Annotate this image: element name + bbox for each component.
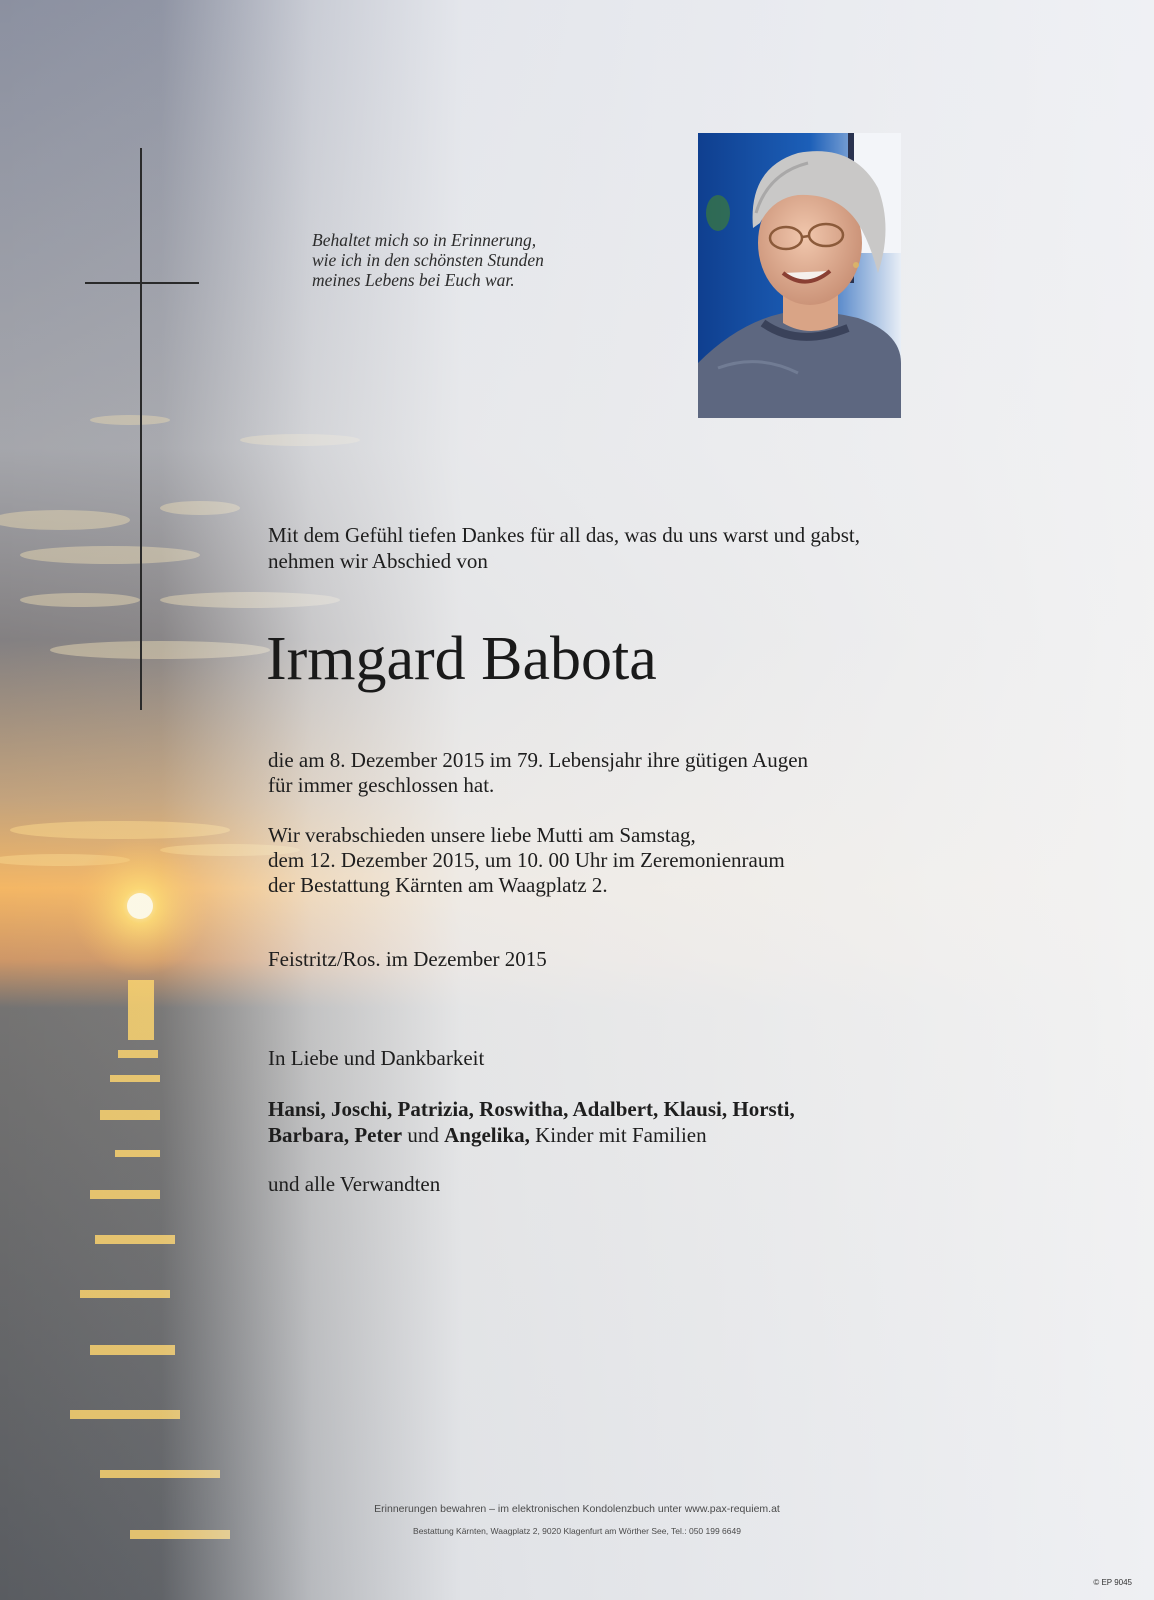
footer-address-line: Bestattung Kärnten, Waagplatz 2, 9020 Klagenfurt am Wörther See, Tel.: 050 199 6649 (413, 1526, 741, 1536)
place-date: Feistritz/Ros. im Dezember 2015 (268, 947, 547, 971)
ceremony-line: der Bestattung Kärnten am Waagplatz 2. (268, 873, 608, 897)
family-names-bold-a: Barbara, Peter (268, 1123, 403, 1147)
ceremony-line: Wir verabschieden unsere liebe Mutti am Samstag, (268, 823, 696, 847)
intro-line: nehmen wir Abschied von (268, 549, 488, 573)
ceremony-line: dem 12. Dezember 2015, um 10. 00 Uhr im Zeremonienraum (268, 848, 785, 872)
family-names-bold-b: Angelika, (444, 1123, 530, 1147)
passing-line: für immer geschlossen hat. (268, 773, 495, 797)
deceased-name: Irmgard Babota (266, 625, 657, 693)
footer-condolence-line: Erinnerungen bewahren – im elektronischen Kondolenzbuch unter www.pax-requiem.at (374, 1503, 780, 1515)
intro-text (268, 522, 860, 574)
passing-text (268, 748, 808, 798)
print-code: © EP 9045 (1093, 1578, 1132, 1587)
relatives-text: und alle Verwandten (268, 1172, 441, 1196)
family-text-plain-a: und (402, 1123, 445, 1147)
family-names (268, 1096, 795, 1148)
cross-icon-bar (85, 282, 199, 284)
portrait-image (698, 133, 901, 418)
quote-line: wie ich in den schönsten Stunden (312, 250, 544, 270)
closing-text: In Liebe und Dankbarkeit (268, 1046, 485, 1070)
quote-line: meines Lebens bei Euch war. (312, 270, 515, 290)
family-line-1: Hansi, Joschi, Patrizia, Roswitha, Adalbert, Klausi, Horsti, (268, 1097, 795, 1121)
ceremony-text (268, 823, 785, 898)
cross-icon (140, 148, 142, 710)
family-text-plain-b: Kinder mit Familien (529, 1123, 707, 1147)
passing-line: die am 8. Dezember 2015 im 79. Lebensjahr ihre gütigen Augen (268, 748, 809, 772)
intro-line: Mit dem Gefühl tiefen Dankes für all das, was du uns warst und gabst, (268, 523, 860, 547)
portrait-photo (698, 133, 901, 418)
memorial-quote (312, 230, 642, 290)
quote-line: Behaltet mich so in Erinnerung, (312, 230, 537, 250)
